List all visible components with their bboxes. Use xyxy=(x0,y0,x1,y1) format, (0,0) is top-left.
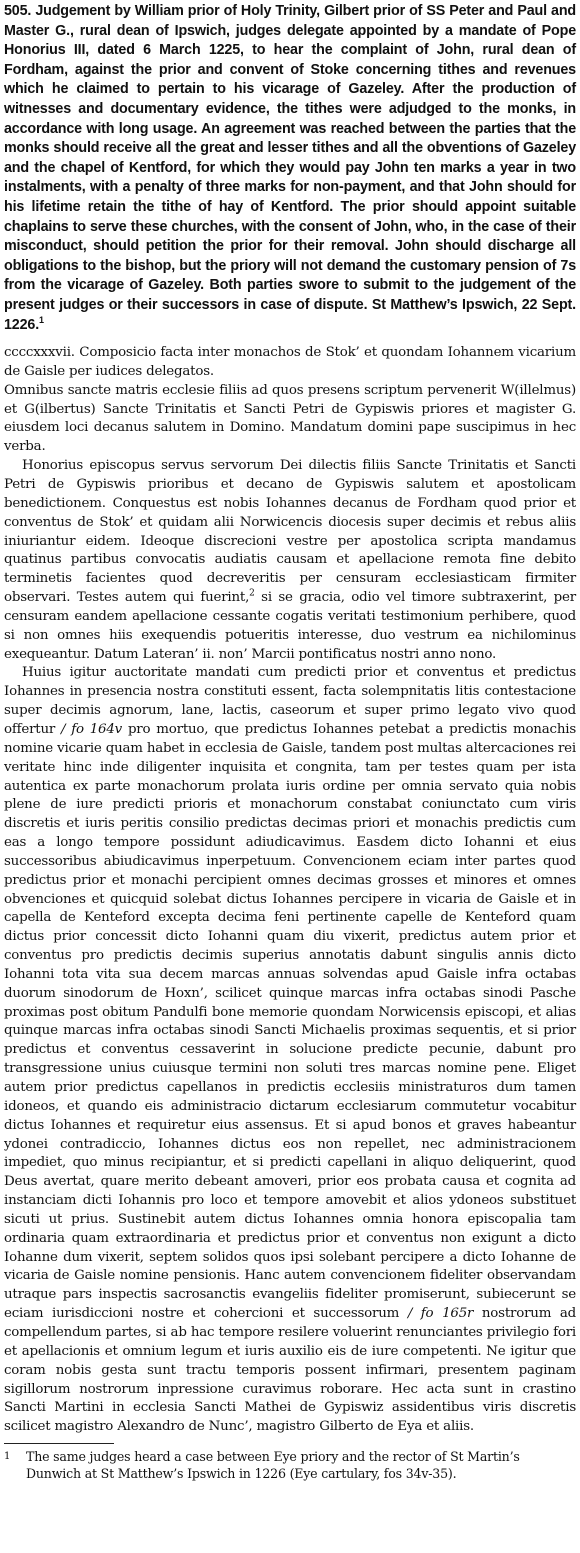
charter-address-paragraph: Omnibus sancte matris ecclesie filiis ad quos presens scriptum pervenerit W(illelmus) et G(ilbertus) Sancte Trinitatis et Sancti Petri de Gypiswis priores et magister G. eiusdem loci decanus salutem in Domino. Mandatum domini pape suscipimus in hec verba. xyxy=(4,382,576,455)
charter-heading: ccccxxxvii. Composicio facta inter monachos de Stok’ et quondam Iohannem vicarium de Gaisle per iudices delegatos. xyxy=(4,345,576,379)
footnote-ref-2: 2 xyxy=(249,588,255,599)
footnote-divider xyxy=(4,1443,114,1444)
footnote-number: 1 xyxy=(4,1451,11,1463)
folio-marker-164v: / fo 164v xyxy=(61,721,123,737)
entry-summary xyxy=(4,2,576,335)
papal-mandate-text-a: Honorius episcopus servus servorum Dei dilectis filiis Sancte Trinitatis et Sancti Petri de Gypiswis prioribus et decano de Gypiswis salutem et apostolicam benedictionem. Conquestus est nobis Iohannes decanus de Fordham quod prior et conventus de Stok’ et quidam alii Norwicencis diocesis super decimis et rebus aliis iniuriantur eidem. Ideoque discrecioni vestre per apostolica scripta mandamus quatinus partibus convocatis audiatis causam et apellacione remota fine debito terminetis facientes quod decreveritis per censuram ecclesiasticam firmiter observari. Testes autem qui fuerint, xyxy=(4,458,576,606)
judgement-text-b: pro mortuo, que predictus Iohannes petebat a predictis monachis nomine vicarie quam habet in ecclesia de Gaisle, tandem post multas altercaciones rei veritate hinc inde diligenter inquisita et congnita, tam per testes quam per ista autentica ex parte monachorum prolata iuris ordine per omnia servato quia nobis plene de iure predicti prioris et monachorum constabat coniunctato cum viris discretis et iuris peritis consilio predictas decimas priori et monachis predictis cum eas a longo tempore possidunt adiudicavimus. Easdem dicto Iohanni et eius successoribus abiudicavimus inperpetuum. Convencionem eciam inter partes quod predictus prior et monachi percipient omnes decimas grosses et minores et omnes obvenciones et quicquid solebat dictus Iohannes percipere in vicaria de Gaisle et in capella de Kenteford excepta decima feni pertinente capelle de Kenteford quam dictus prior concessit dicto Iohanni quam diu vixerit, predictus autem prior et conventus pro predictis decimis superius annotatis dabunt singulis annis dicto Iohanni tota vita sua decem marcas annuas solvendas apud Gaisle infra octabas duorum sinodorum de Hoxn’, scilicet quinque marcas infra octabas sinodi Pasche proximas post obitum Pandulfi bone memorie quondam Norwicensis episcopi, et alias quinque marcas infra octabas sinodi Sancti Michaelis proximas sequentis, et si prior predictus et conventus cessaverint in solucione predicte pecunie, dabunt pro transgressione unius cuiusque termini non soluti tres marcas nomine pene. Eliget autem prior predictus capellanos in predictis ecclesiis ministraturos dum tamen idoneos, et quando eis administracio dictarum ecclesiarum commutetur vocabitur dictus Iohannes et requiretur eius assensus. Et si apud bonos et graves habeantur ydonei contradiccio, Iohannes dictus eos non repellet, nec administracionem impediet, quo minus recipiantur, et si predicti capellani in aliquo deliquerint, quod Deus avertat, quare merito debeant amoveri, prior eos probata causa et cognita ad instanciam dicti Iohannis pro loco et tempore amovebit et alios ydoneos substituet sicuti ut prius. Sustinebit autem dictus Iohannes omnia honora episcopalia tam ordinaria quam extraordinaria et predictus prior et conventus non exigunt a dicto Iohanne dum vixerit, septem solidos quos ipsi solebant percipere a dicto Iohanne de vicaria de Gaisle nomine pensionis. Hanc autem convencionem fideliter observandam utraque pars inspectis sacrosanctis evangeliis fideliter promiserunt, subiecerunt se eciam iurisdiccioni nostre et cohercioni et successorum xyxy=(4,721,576,1322)
papal-mandate-paragraph xyxy=(4,457,576,664)
entry-number: 505. xyxy=(4,3,32,19)
footnote-text: The same judges heard a case between Eye priory and the rector of St Martin’s Dunwich at St Matthew’s Ipswich in 1226 (Eye cartulary, fos 34v-35). xyxy=(26,1449,520,1482)
papal-mandate-text-b: si se gracia, odio vel timore subtraxerint, per censuram eandem apellacione cessante cogatis veritati testimonium perhibere, quod si non omnes hiis exequendis potueritis interesse, duo vestrum ea nichilominus exequeantur. Datum Lateran’ ii. non’ Marcii pontificatus nostri anno nono. xyxy=(4,590,576,662)
judgement-paragraph xyxy=(4,664,576,1437)
folio-marker-165r: / fo 165r xyxy=(407,1306,474,1322)
judgement-text-a: Huius igitur auctoritate mandati cum predicti prior et conventus et predictus Iohannes in presencia nostra constituti essent, facta solempnitatis litis contestacione super decimis agnorum, lane, lactis, caseorum et super primo legato vivo quod offertur xyxy=(4,665,576,737)
entry-summary-text: Judgement by William prior of Holy Trinity, Gilbert prior of SS Peter and Paul and Master G., rural dean of Ipswich, judges delegate appointed by a mandate of Pope Honorius III, dated 6 March 1225, to hear the complaint of John, rural dean of Fordham, against the prior and convent of Stoke concerning tithes and revenues which he claimed to pertain to his vicarage of Gazeley. After the production of witnesses and documentary evidence, the tithes were adjudged to the monks, in accordance with long usage. An agreement was reached between the parties that the monks should receive all the great and lesser tithes and all the obventions of Gazeley and the chapel of Kentford, for which they would pay John ten marks a year in two instalments, with a penalty of three marks for non-payment, and that John should for his lifetime retain the tithe of hay of Kentford. The prior should appoint suitable chaplains to serve these churches, with the consent of John, who, in the case of their misconduct, should petition the prior for their removal. John should discharge all obligations to the bishop, but the priory will not demand the customary pension of 7s from the vicarage of Gazeley. Both parties swore to submit to the judgement of the present judges or their successors in case of dispute. St Matthew’s Ipswich, 22 Sept. 1226. xyxy=(4,3,576,333)
footnote xyxy=(4,1448,576,1482)
judgement-text-c: nostrorum ad compellendum partes, si ab hac tempore resilere voluerint renunciantes privilegio fori et apellacionis et omnium legum et iuris auxilio eis de iure competenti. Ne igitur que coram nobis gesta sunt tractu temporis possent infirmari, presentem paginam sigillorum nostrorum inpressione curavimus roborare. Hec acta sunt in crastino Sancti Martini in ecclesia Sancti Mathei de Gypiswiz assidentibus viris discretis scilicet magistro Alexandro de Nunc’, magistro Gilberto de Eya et aliis. xyxy=(4,1306,577,1435)
footnote-ref-1: 1 xyxy=(39,314,44,325)
document-page xyxy=(4,2,576,1482)
